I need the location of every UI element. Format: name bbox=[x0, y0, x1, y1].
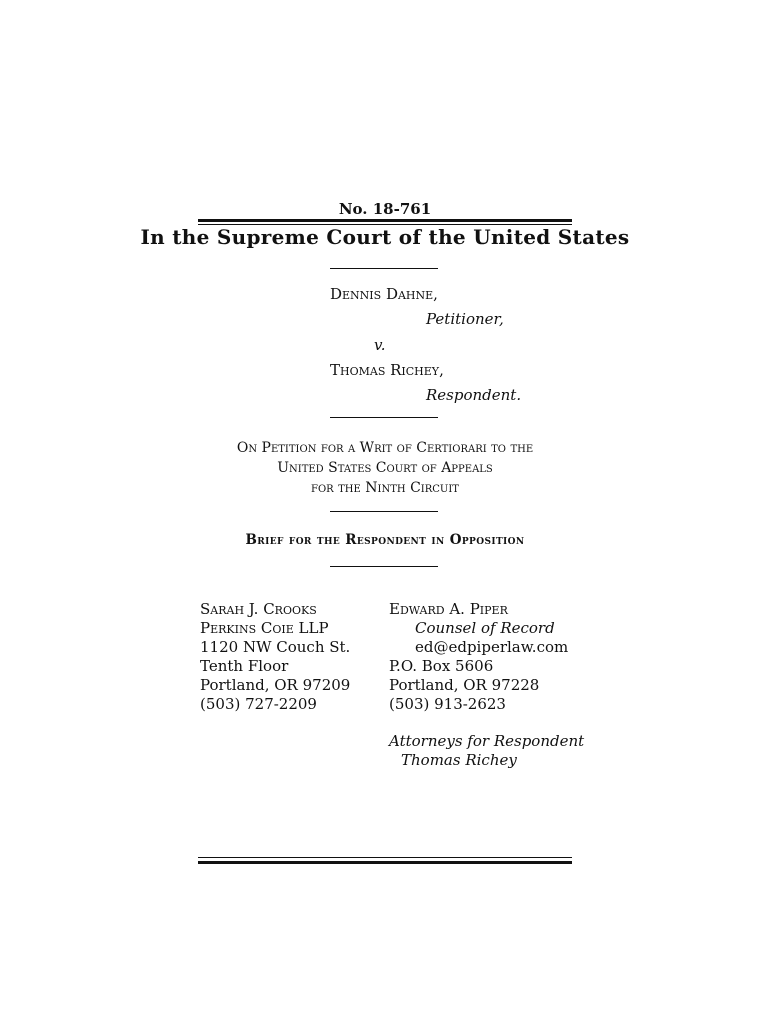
city-line: Portland, OR 97228 bbox=[389, 676, 540, 694]
address-line: 1120 NW Couch St. bbox=[200, 638, 351, 656]
bottom-rule-thick bbox=[198, 861, 572, 864]
address-line: Tenth Floor bbox=[200, 657, 289, 675]
counsel-right bbox=[389, 600, 584, 770]
top-rule-thick bbox=[198, 219, 572, 222]
caption-line: for the Ninth Circuit bbox=[311, 480, 459, 496]
caption-line: United States Court of Appeals bbox=[277, 460, 493, 476]
phone: (503) 727-2209 bbox=[200, 695, 317, 713]
divider-rule bbox=[330, 268, 438, 269]
bottom-rule-thin bbox=[198, 857, 572, 858]
court-title: In the Supreme Court of the United States bbox=[140, 225, 630, 249]
divider-rule bbox=[330, 511, 438, 512]
counsel-name: Edward A. Piper bbox=[389, 600, 508, 618]
phone: (503) 913-2623 bbox=[389, 695, 506, 713]
law-firm: Perkins Coie LLP bbox=[200, 619, 329, 637]
brief-title: Brief for the Respondent in Opposition bbox=[245, 532, 525, 548]
counsel-designation: Counsel of Record bbox=[415, 619, 555, 637]
city-line: Portland, OR 97209 bbox=[200, 676, 351, 694]
attorneys-for: Attorneys for Respondent bbox=[389, 732, 585, 750]
counsel-left bbox=[200, 600, 350, 714]
respondent-role: Respondent. bbox=[426, 386, 522, 404]
email: ed@edpiperlaw.com bbox=[415, 638, 569, 656]
petitioner-role: Petitioner, bbox=[426, 310, 504, 328]
client-name: Thomas Richey bbox=[401, 751, 517, 769]
respondent-name: Thomas Richey, bbox=[330, 361, 444, 379]
address-line: P.O. Box 5606 bbox=[389, 657, 494, 675]
docket-number: No. 18-761 bbox=[338, 200, 432, 218]
counsel-name: Sarah J. Crooks bbox=[200, 600, 317, 618]
divider-rule bbox=[330, 417, 438, 418]
caption-line: On Petition for a Writ of Certiorari to the bbox=[236, 440, 534, 456]
versus: v. bbox=[374, 336, 386, 354]
divider-rule bbox=[330, 566, 438, 567]
petition-caption bbox=[0, 438, 770, 498]
petitioner-name: Dennis Dahne, bbox=[330, 285, 438, 303]
